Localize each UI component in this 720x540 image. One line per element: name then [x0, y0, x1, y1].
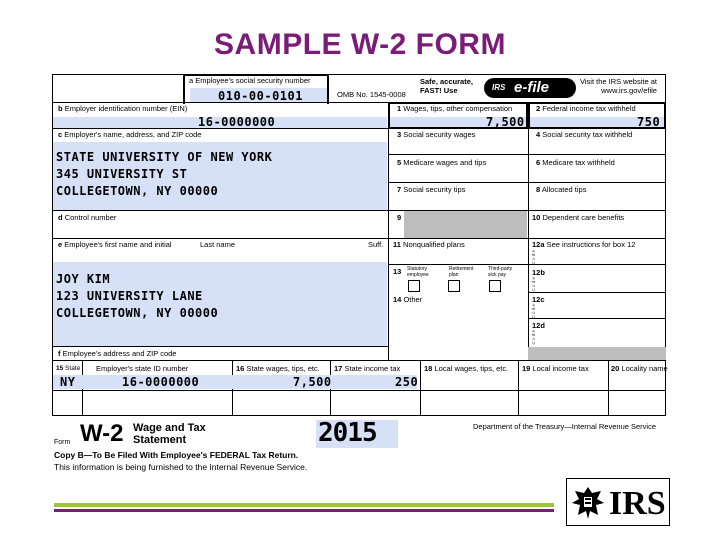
- statutory-label: Statutory employee: [407, 266, 429, 278]
- efile-irs-text: IRS: [492, 83, 506, 92]
- statutory-checkbox[interactable]: [408, 280, 420, 292]
- efile-text: e-file: [514, 79, 550, 96]
- employer-line-2[interactable]: 345 UNIVERSITY ST: [56, 167, 188, 181]
- box9-label: 9: [397, 213, 402, 222]
- box8-label: 8 Allocated tips: [536, 185, 587, 194]
- rule-mid2: [528, 102, 529, 360]
- box14-label: 14 Other: [393, 295, 423, 304]
- state-id-label: Employer's state ID number: [96, 364, 189, 373]
- state-wages-value[interactable]: 7,500: [293, 375, 332, 389]
- irs-logo: [566, 478, 670, 526]
- box11-label: 11 Nonqualified plans: [393, 240, 465, 249]
- box18-label: 18 Local wages, tips, etc.: [424, 364, 509, 373]
- sick-pay-checkbox[interactable]: [489, 280, 501, 292]
- box12d-label: 12d: [532, 321, 545, 330]
- rule-12c: [528, 318, 666, 319]
- box3-label: 3 Social security wages: [397, 130, 476, 139]
- info-text: This information is being furnished to the Internal Revenue Service.: [54, 462, 308, 472]
- irs-text: IRS: [609, 485, 666, 522]
- copy-b-text: Copy B—To Be Filed With Employee's FEDERAL Tax Return.: [54, 450, 299, 460]
- state-value[interactable]: NY: [60, 375, 76, 389]
- rule-d: [52, 238, 666, 239]
- form-desc: Wage and Tax Statement: [133, 422, 206, 446]
- purple-stripe: [54, 509, 554, 512]
- box12c-label: 12c: [532, 295, 545, 304]
- box6-label: 6 Medicare tax withheld: [536, 158, 615, 167]
- box2-value[interactable]: 750: [637, 115, 661, 129]
- box12b-label: 12b: [532, 268, 545, 277]
- rule-r5: [388, 264, 666, 265]
- box19-label: 19 Local income tax: [522, 364, 589, 373]
- form-name: W-2: [80, 420, 124, 447]
- suffix-label: Suff.: [368, 240, 384, 249]
- box13-label: 13: [393, 267, 402, 276]
- employee-line-3[interactable]: COLLEGETOWN, NY 00000: [56, 306, 219, 320]
- rule-b: [52, 128, 666, 129]
- box12a-code: C o d e: [531, 250, 536, 265]
- rule-s6: [608, 360, 609, 416]
- box-d-label: d Control number: [58, 213, 117, 222]
- box4-label: 4 Social security tax withheld: [536, 130, 633, 139]
- box7-label: 7 Social security tips: [397, 185, 466, 194]
- last-name-label: Last name: [200, 240, 236, 249]
- rule-r3: [388, 154, 666, 155]
- rule-s4: [420, 360, 421, 416]
- employer-line-1[interactable]: STATE UNIVERSITY OF NEW YORK: [56, 150, 273, 164]
- bottom-shaded: [528, 347, 666, 360]
- sick-pay-label: Third-party sick pay: [488, 266, 513, 278]
- rule-mid: [388, 102, 389, 360]
- box-e-label: e Employee's first name and initial: [58, 240, 172, 249]
- ssn-label: a Employee's social security number: [189, 76, 311, 85]
- employee-line-2[interactable]: 123 UNIVERSITY LANE: [56, 289, 203, 303]
- retirement-label: Retirement plan: [449, 266, 474, 278]
- tax-year: 2015: [318, 418, 377, 448]
- box15-label: 15 State: [56, 365, 81, 372]
- box1-label: 1 Wages, tips, other compensation: [397, 104, 513, 113]
- box12a-label: 12a See instructions for box 12: [532, 240, 636, 249]
- state-tax-value[interactable]: 250: [395, 375, 419, 389]
- employer-line-3[interactable]: COLLEGETOWN, NY 00000: [56, 184, 219, 198]
- green-stripe: [54, 503, 554, 507]
- rule-state-top: [52, 360, 666, 361]
- retirement-checkbox[interactable]: [448, 280, 460, 292]
- box12b-code: C o d e: [531, 277, 536, 292]
- rule-c: [52, 210, 666, 211]
- rule-r4: [388, 182, 666, 183]
- page-title: SAMPLE W-2 FORM: [214, 28, 506, 61]
- box2-label: 2 Federal income tax withheld: [536, 104, 636, 113]
- state-id-value[interactable]: 16-0000000: [122, 375, 200, 389]
- rule-s5: [518, 360, 519, 416]
- box10-label: 10 Dependent care benefits: [532, 213, 625, 222]
- rule-12b: [528, 292, 666, 293]
- efile-tagline: Safe, accurate, FAST! Use: [420, 77, 473, 95]
- box-c-label: c Employer's name, address, and ZIP code: [58, 130, 202, 139]
- ein-value[interactable]: 16-0000000: [198, 115, 276, 129]
- box16-label: 16 State wages, tips, etc.: [236, 364, 320, 373]
- box-f-label: f Employee's address and ZIP code: [58, 349, 177, 358]
- employee-line-1[interactable]: JOY KIM: [56, 272, 111, 286]
- state-fill: [53, 375, 417, 389]
- box17-label: 17 State income tax: [334, 364, 401, 373]
- box-b-label: b Employer identification number (EIN): [58, 104, 188, 113]
- box12c-code: C o d e: [531, 304, 536, 319]
- omb-number: OMB No. 1545-0008: [337, 90, 406, 99]
- box9-shaded: [404, 211, 527, 238]
- form-word: Form: [54, 439, 71, 446]
- box5-label: 5 Medicare wages and tips: [397, 158, 487, 167]
- rule-f: [52, 346, 388, 347]
- box1-value[interactable]: 7,500: [486, 115, 525, 129]
- box12d-code: C o d e: [531, 330, 536, 345]
- rule-state-mid: [52, 390, 666, 391]
- treasury-text: Department of the Treasury—Internal Revenue Service: [473, 422, 657, 431]
- ssn-value[interactable]: 010-00-0101: [218, 89, 303, 103]
- visit-irs-text: Visit the IRS website at www.irs.gov/efile: [580, 77, 657, 95]
- box20-label: 20 Locality name: [611, 364, 668, 373]
- eagle-icon: [571, 485, 605, 521]
